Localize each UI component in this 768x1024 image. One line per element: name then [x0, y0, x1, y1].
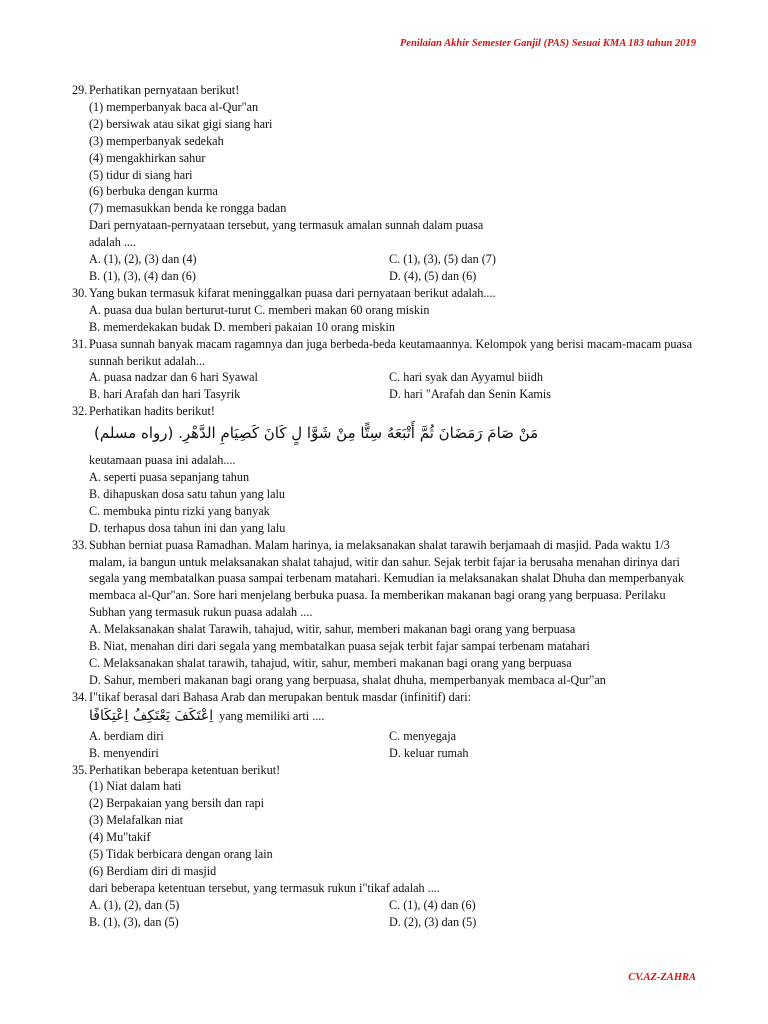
- option-a: A. (1), (2), (3) dan (4): [89, 252, 197, 267]
- option-a: A. Melaksanakan shalat Tarawih, tahajud, witir, sahur, memberi makanan bagi orang yang berpuasa: [89, 622, 576, 637]
- question-text: Subhan berniat puasa Ramadhan. Malam harinya, ia melaksanakan shalat tarawih berjamaah di masjid. Pada waktu 1/3 malam, ia bangun untuk melaksanakan shalat tahajud, witir dan sahur. Sejak terbit fajar ia berusaha menahan dirinya dari segala yang membatalkan puasa sampai terbenam matahari. Kemudian ia melaksanakan shalat Dhuha dan memperbanyak membaca al-Qur"an. Sore hari menjelang berbuka puasa. Ia memberikan makanan bagi orang yang berpuasa. Perilaku Subhan yang termasuk rukun puasa adalah ....: [89, 537, 684, 620]
- statement-item: (4) Mu"takif: [89, 830, 151, 845]
- question-number: 35.: [72, 762, 88, 777]
- option-b: B. hari Arafah dan hari Tasyrik: [89, 387, 241, 402]
- statement-item: (1) Niat dalam hati: [89, 779, 182, 794]
- answer-options-line: B. memerdekakan budak D. memberi pakaian 10 orang miskin: [89, 319, 395, 334]
- question-text: Puasa sunnah banyak macam ragamnya dan juga berbeda-beda keutamaannya. Kelompok yang berisi macam-macam puasa sunnah berikut adalah...: [89, 336, 693, 368]
- statement-item: (2) bersiwak atau sikat gigi siang hari: [89, 116, 273, 131]
- arabic-word-row: [72, 706, 702, 728]
- answer-options-line: A. puasa dua bulan berturut-turut C. memberi makan 60 orang miskin: [89, 302, 430, 317]
- option-b: B. (1), (3), dan (5): [89, 914, 179, 929]
- question-text: Perhatikan hadits berikut!: [89, 404, 215, 419]
- answer-options: [72, 369, 702, 403]
- question-35: [72, 762, 702, 931]
- question-30: [72, 285, 702, 336]
- option-b: B. Niat, menahan diri dari segala yang membatalkan puasa sejak terbit fajar sampai terbenam matahari: [89, 639, 590, 654]
- option-a: A. seperti puasa sepanjang tahun: [89, 470, 250, 485]
- statement-item: (4) mengakhirkan sahur: [89, 150, 206, 165]
- question-prompt: dari beberapa ketentuan tersebut, yang termasuk rukun i"tikaf adalah ....: [89, 880, 440, 895]
- option-c: C. hari syak dan Ayyamul biidh: [389, 370, 543, 385]
- question-text: I"tikaf berasal dari Bahasa Arab dan merupakan bentuk masdar (infinitif) dari:: [89, 689, 471, 704]
- question-number: 34.: [72, 689, 88, 704]
- statement-item: (3) Melafalkan niat: [89, 813, 184, 828]
- arabic-hadith: مَنْ صَامَ رَمَضَانَ ثُمَّ أَتْبَعَهُ سِتًّا مِنْ شَوَّا لٍ كَانَ كَصِيَامِ الدَّهْرِ. (رواه مسلم): [94, 424, 539, 443]
- question-34: [72, 689, 702, 762]
- question-number: 32.: [72, 404, 88, 419]
- statement-item: (2) Berpakaian yang bersih dan rapi: [89, 796, 264, 811]
- arabic-words: اِعْتَكَفَ يَعْتَكِفُ اِعْتِكَافًا: [89, 708, 214, 725]
- question-number: 30.: [72, 285, 88, 300]
- question-prompt: keutamaan puasa ini adalah....: [89, 453, 236, 468]
- option-a: A. berdiam diri: [89, 728, 164, 743]
- option-d: D. keluar rumah: [389, 745, 469, 760]
- question-prompt: adalah ....: [89, 235, 137, 250]
- option-b: B. (1), (3), (4) dan (6): [89, 268, 196, 283]
- option-a: A. (1), (2), dan (5): [89, 897, 180, 912]
- statement-item: (6) berbuka dengan kurma: [89, 184, 218, 199]
- answer-options: [72, 728, 702, 762]
- question-text: Yang bukan termasuk kifarat meninggalkan puasa dari pernyataan berikut adalah....: [89, 285, 496, 300]
- option-c: C. Melaksanakan shalat tarawih, tahajud, witir, sahur, memberi makanan bagi orang yang berpuasa: [89, 656, 572, 670]
- question-text: Perhatikan pernyataan berikut!: [89, 83, 240, 97]
- question-number: 31.: [72, 336, 88, 351]
- option-d: D. (4), (5) dan (6): [389, 268, 477, 283]
- question-text: Perhatikan beberapa ketentuan berikut!: [89, 762, 281, 777]
- statement-item: (3) memperbanyak sedekah: [89, 133, 224, 148]
- option-d: D. terhapus dosa tahun ini dan yang lalu: [89, 520, 286, 535]
- option-b: B. dihapuskan dosa satu tahun yang lalu: [89, 486, 285, 501]
- option-c: C. (1), (4) dan (6): [389, 897, 476, 912]
- question-prompt: Dari pernyataan-pernyataan tersebut, yang termasuk amalan sunnah dalam puasa: [89, 218, 484, 233]
- statement-item: (1) memperbanyak baca al-Qur"an: [89, 99, 259, 114]
- question-number: 33.: [72, 537, 88, 552]
- statement-item: (5) tidur di siang hari: [89, 167, 193, 182]
- answer-options: [72, 897, 702, 931]
- question-31: [72, 336, 702, 404]
- question-33: [72, 537, 702, 689]
- page-header: Penilaian Akhir Semester Ganjil (PAS) Sesuai KMA 183 tahun 2019: [399, 38, 696, 49]
- page-footer: CV.AZ-ZAHRA: [628, 972, 696, 983]
- question-29: [72, 82, 702, 285]
- question-suffix: yang memiliki arti ....: [219, 709, 325, 724]
- question-number: 29.: [72, 83, 88, 97]
- statement-item: (6) Berdiam diri di masjid: [89, 863, 217, 878]
- option-b: B. menyendiri: [89, 745, 159, 760]
- option-c: C. menyegaja: [389, 728, 457, 743]
- statement-item: (7) memasukkan benda ke rongga badan: [89, 201, 287, 216]
- option-d: D. (2), (3) dan (5): [389, 914, 477, 929]
- statement-item: (5) Tidak berbicara dengan orang lain: [89, 847, 273, 862]
- question-list: [72, 82, 702, 931]
- answer-options: [72, 251, 702, 285]
- option-d: D. hari "Arafah dan Senin Kamis: [389, 387, 552, 402]
- option-a: A. puasa nadzar dan 6 hari Syawal: [89, 370, 258, 385]
- option-c: C. membuka pintu rizki yang banyak: [89, 503, 270, 518]
- option-d: D. Sahur, memberi makanan bagi orang yang berpuasa, shalat dhuha, memperbanyak membaca al-Qur"an: [89, 672, 606, 687]
- option-c: C. (1), (3), (5) dan (7): [389, 252, 496, 267]
- question-32: [72, 403, 702, 536]
